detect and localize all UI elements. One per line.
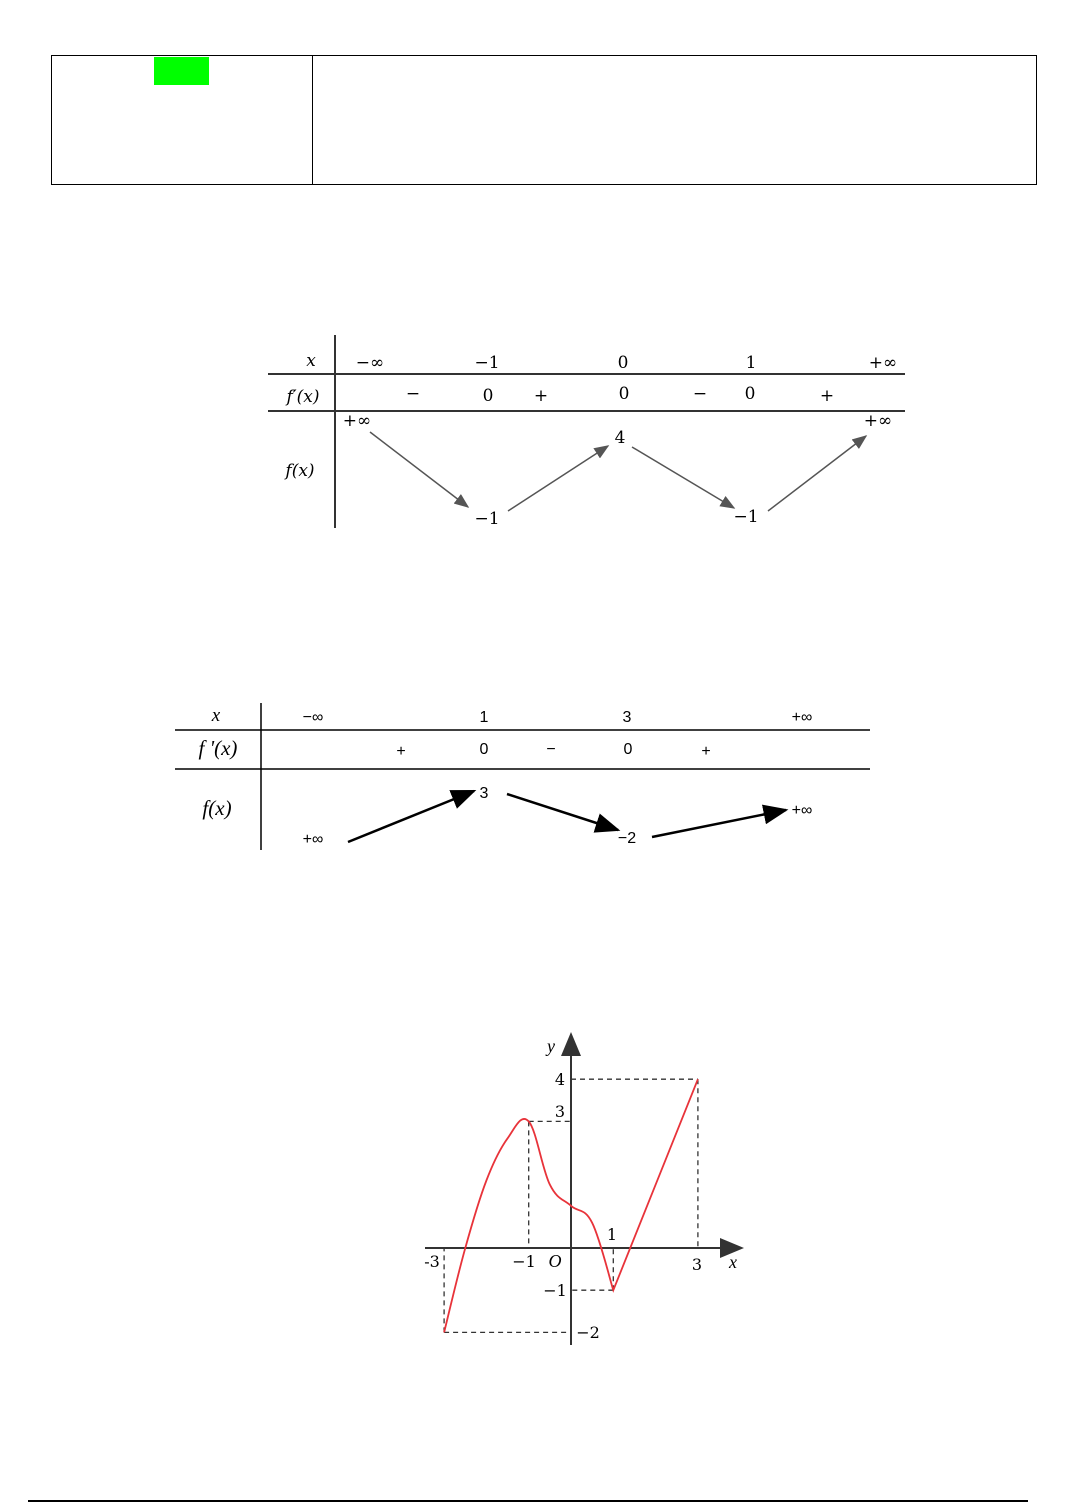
y-tick-4: 4 bbox=[554, 1070, 566, 1089]
table1-fp-3: 0 bbox=[618, 384, 630, 404]
table2-fp-1: 0 bbox=[479, 741, 489, 758]
table1-fp-5: 0 bbox=[744, 384, 756, 404]
table1-fp-2: + bbox=[533, 386, 549, 406]
table1-f-2: 4 bbox=[614, 428, 626, 448]
table1-fp-1: 0 bbox=[482, 386, 494, 406]
x-axis-label: x bbox=[729, 1252, 737, 1272]
table1-x-1: −1 bbox=[474, 353, 500, 373]
table2-x-label: x bbox=[211, 705, 221, 726]
table1-fp-label: f′(x) bbox=[286, 387, 320, 407]
table2-f-3: +∞ bbox=[791, 802, 813, 819]
table2-f-0: +∞ bbox=[302, 831, 324, 848]
x-tick-3: 3 bbox=[691, 1255, 703, 1274]
table1-x-label: x bbox=[306, 351, 316, 371]
table1-x-4: +∞ bbox=[868, 353, 898, 373]
table1-x-2: 0 bbox=[617, 353, 629, 373]
table2-x-0: −∞ bbox=[302, 709, 324, 726]
table1-f-label: f(x) bbox=[285, 461, 315, 481]
table2-fp-3: 0 bbox=[623, 741, 633, 758]
table1-f-0: +∞ bbox=[342, 411, 372, 431]
y-tick-neg1: −1 bbox=[543, 1281, 567, 1300]
table1-x-0: −∞ bbox=[355, 353, 385, 373]
table2-f-1: 3 bbox=[479, 785, 489, 802]
table1-f-4: +∞ bbox=[863, 411, 893, 431]
y-tick-3: 3 bbox=[554, 1102, 566, 1121]
table2-f-label: f(x) bbox=[202, 796, 232, 820]
table1-fp-6: + bbox=[819, 386, 835, 406]
y-axis-label: y bbox=[547, 1036, 555, 1056]
table2-x-3: +∞ bbox=[791, 709, 813, 726]
table1-f-3: −1 bbox=[733, 507, 759, 527]
table2-x-2: 3 bbox=[622, 709, 632, 726]
table2-fp-4: + bbox=[701, 743, 711, 760]
table2-f-2: −2 bbox=[617, 830, 637, 847]
footer-rule bbox=[28, 1500, 1028, 1502]
table2-x-1: 1 bbox=[479, 709, 489, 726]
table1-x-3: 1 bbox=[745, 353, 757, 373]
table2-fp-2: − bbox=[546, 741, 556, 758]
x-tick-neg3: -3 bbox=[424, 1252, 440, 1271]
table2-fp-0: + bbox=[396, 743, 406, 760]
table1-fp-4: − bbox=[692, 384, 708, 404]
x-tick-neg1: −1 bbox=[512, 1252, 536, 1271]
table1-fp-0: − bbox=[405, 384, 421, 404]
y-tick-neg2: −2 bbox=[576, 1323, 600, 1342]
table2-fp-label: f '(x) bbox=[198, 736, 238, 760]
origin-label: O bbox=[548, 1251, 562, 1271]
table1-f-1: −1 bbox=[474, 509, 500, 529]
x-tick-1: 1 bbox=[606, 1225, 618, 1244]
